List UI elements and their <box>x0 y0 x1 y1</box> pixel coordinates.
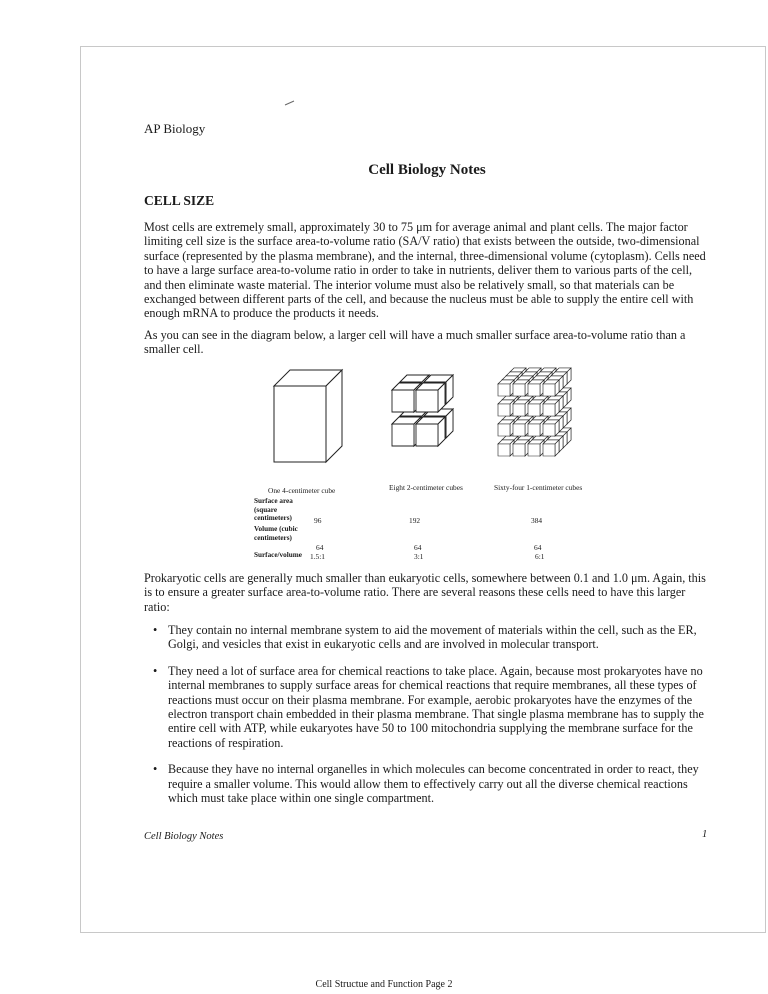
bullet-icon: • <box>153 623 158 637</box>
volume-value: 64 <box>414 543 422 552</box>
row-label-volume: Volume (cubic centimeters) <box>254 525 298 542</box>
list-item-text: They contain no internal membrane system to aid the movement of materials within the cell, such as the ER, Golgi, and vesicles that exist in eukaryotic cells and are involved in molecular transport. <box>168 623 697 652</box>
ratio-value: 3:1 <box>414 552 424 561</box>
volume-value: 64 <box>534 543 542 552</box>
column-label-one-cube: One 4-centimeter cube <box>268 486 336 495</box>
reasons-list <box>144 623 710 817</box>
bullet-icon: • <box>153 762 158 777</box>
surface-value: 192 <box>409 516 421 525</box>
list-item-text: Because they have no internal organelles in which molecules can become concentrated in order to react, they require a smaller volume. This would allow them to effectively carry out all the diverse chemical reactions which must take place within one single compartment. <box>168 762 699 806</box>
ratio-value: 6:1 <box>535 552 545 561</box>
surface-volume-diagram <box>254 362 654 561</box>
intro-paragraph: Most cells are extremely small, approximately 30 to 75 μm for average animal and plant cells. The major factor limiting cell size is the surface area-to-volume ratio (SA/V ratio) that exists between the outside, two-dimensional surface (represented by the plasma membrane), and the internal, three-dimensional volume (cytoplasm). Cells need to have a large surface area-to-volume ratio in order to take in nutrients, deliver them to various parts of the cell, and then eliminate waste material. The interior volume must also be relatively small, so that materials can be exchanged between different parts of the cell, and because the nucleus must be able to supply the entire cell with enough mRNA to produce the products it needs. <box>144 220 706 321</box>
list-item <box>144 623 710 652</box>
column-label-sixty-four-cubes: Sixty-four 1-centimeter cubes <box>494 483 583 492</box>
row-label-ratio: Surface/volume <box>254 551 302 559</box>
list-item <box>144 762 710 805</box>
page-number: 1 <box>702 829 708 840</box>
bottom-caption: Cell Structue and Function Page 2 <box>315 979 453 990</box>
list-item <box>144 664 710 750</box>
prokaryote-paragraph: Prokaryotic cells are generally much smaller than eukaryotic cells, somewhere between 0.1 and 1.0 μm. Again, this is to ensure a greater surface area-to-volume ratio. There are several reasons these cells need to have this larger ratio: <box>144 571 706 614</box>
section-heading: CELL SIZE <box>144 193 215 208</box>
column-label-eight-cubes: Eight 2-centimeter cubes <box>389 483 463 492</box>
footer-title: Cell Biology Notes <box>144 831 224 842</box>
course-label: AP Biology <box>144 121 206 136</box>
sixty-four-cubes-figure <box>498 368 571 456</box>
volume-value: 64 <box>316 543 324 552</box>
row-label-surface: Surface area (square centimeters) <box>254 497 293 523</box>
eight-cubes-figure <box>392 375 453 446</box>
diagram-intro-paragraph: As you can see in the diagram below, a larger cell will have a much smaller surface area-to-volume ratio than a smaller cell. <box>144 328 686 357</box>
list-item-text: They need a lot of surface area for chemical reactions to take place. Again, because most prokaryotes have no internal membranes to supply surface areas for chemical reactions that require membranes, all these types of reactions must occur on their plasma membrane. For example, aerobic prokaryotes have the enzymes of the electron transport chain embedded in their plasma membrane. That single plasma membrane has to supply the entire cell with ATP, while eukaryotes have 50 to 100 mitochondria supplying the membrane surface for the reactions of respiration. <box>168 663 704 750</box>
ratio-value: 1.5:1 <box>310 552 325 561</box>
scan-mark <box>284 99 296 107</box>
cube-illustrations <box>254 362 654 482</box>
surface-value: 384 <box>531 516 543 525</box>
bullet-icon: • <box>153 663 158 678</box>
large-cube-figure <box>274 370 342 462</box>
page-title: Cell Biology Notes <box>368 162 486 178</box>
scanned-page <box>80 46 766 933</box>
surface-value: 96 <box>314 516 322 525</box>
